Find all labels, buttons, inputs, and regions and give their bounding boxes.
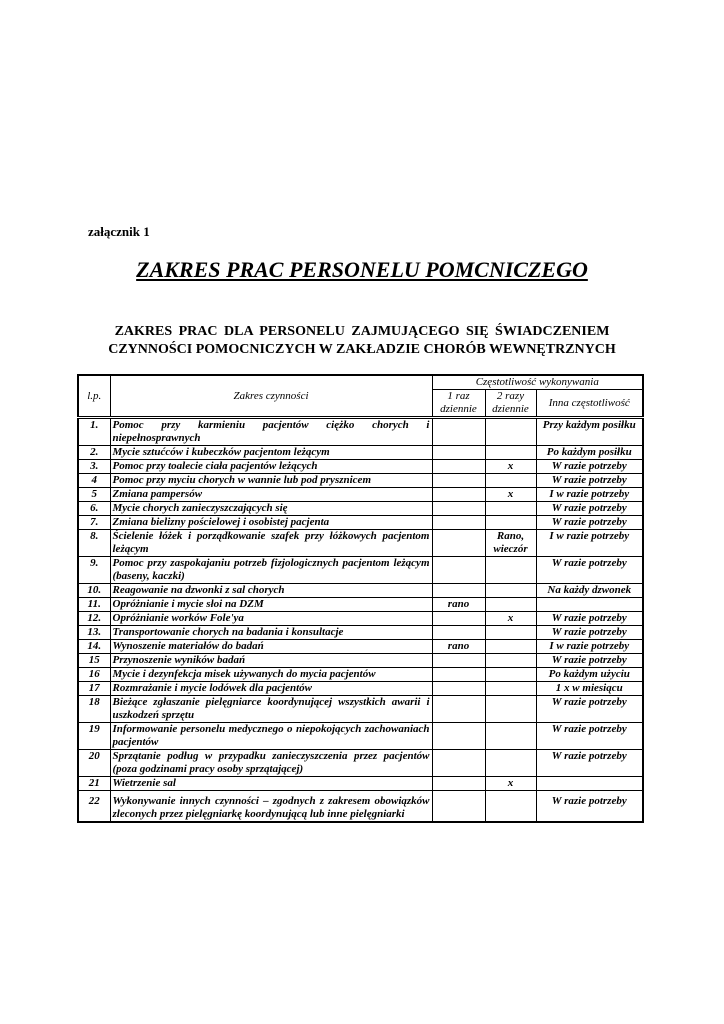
row-description: Informowanie personelu medycznego o niepokojących zachowaniach pacjentów bbox=[110, 723, 432, 750]
row-number: 19 bbox=[78, 723, 110, 750]
row-description: Mycie sztućców i kubeczków pacjentom leżącym bbox=[110, 446, 432, 460]
row-other-frequency: W razie potrzeby bbox=[536, 502, 643, 516]
subtitle-line-1: ZAKRES PRAC DLA PERSONELU ZAJMUJĄCEGO SIĘ ŚWIADCZENIEM bbox=[114, 324, 610, 339]
row-once-daily bbox=[432, 516, 485, 530]
row-number: 5 bbox=[78, 488, 110, 502]
row-once-daily bbox=[432, 488, 485, 502]
row-other-frequency: W razie potrzeby bbox=[536, 557, 643, 584]
row-other-frequency: W razie potrzeby bbox=[536, 696, 643, 723]
row-number: 16 bbox=[78, 668, 110, 682]
row-number: 18 bbox=[78, 696, 110, 723]
row-twice-daily bbox=[485, 696, 536, 723]
row-twice-daily bbox=[485, 626, 536, 640]
row-other-frequency: Na każdy dzwonek bbox=[536, 584, 643, 598]
header-frequency: Częstotliwość wykonywania bbox=[432, 375, 643, 390]
subtitle-line-2: CZYNNOŚCI POMOCNICZYCH W ZAKŁADZIE CHORÓB WEWNĘTRZNYCH bbox=[108, 342, 616, 357]
table-row bbox=[78, 682, 643, 696]
row-description: Sprzątanie podług w przypadku zanieczyszczenia przez pacjentów (poza godzinami pracy osoby sprzątającej) bbox=[110, 750, 432, 777]
row-twice-daily bbox=[485, 502, 536, 516]
row-once-daily bbox=[432, 502, 485, 516]
row-twice-daily: x bbox=[485, 612, 536, 626]
header-other: Inna częstotliwość bbox=[536, 390, 643, 418]
row-number: 14. bbox=[78, 640, 110, 654]
row-description: Ścielenie łóżek i porządkowanie szafek przy łóżkowych pacjentom leżącym bbox=[110, 530, 432, 557]
table-row bbox=[78, 460, 643, 474]
row-once-daily bbox=[432, 446, 485, 460]
header-twice: 2 razy dziennie bbox=[485, 390, 536, 418]
table-row bbox=[78, 446, 643, 460]
row-description: Pomoc przy toalecie ciała pacjentów leżących bbox=[110, 460, 432, 474]
header-once: 1 raz dziennie bbox=[432, 390, 485, 418]
row-other-frequency: Przy każdym posiłku bbox=[536, 418, 643, 446]
header-lp: l.p. bbox=[78, 375, 110, 418]
table-row bbox=[78, 696, 643, 723]
header-scope: Zakres czynności bbox=[110, 375, 432, 418]
row-twice-daily bbox=[485, 723, 536, 750]
row-once-daily bbox=[432, 682, 485, 696]
row-once-daily bbox=[432, 626, 485, 640]
row-number: 8. bbox=[78, 530, 110, 557]
row-twice-daily bbox=[485, 446, 536, 460]
table-row bbox=[78, 584, 643, 598]
table-row bbox=[78, 418, 643, 446]
row-twice-daily bbox=[485, 791, 536, 823]
table-row bbox=[78, 668, 643, 682]
row-number: 7. bbox=[78, 516, 110, 530]
row-other-frequency: W razie potrzeby bbox=[536, 612, 643, 626]
row-number: 22 bbox=[78, 791, 110, 823]
document-title: ZAKRES PRAC PERSONELU POMCNICZEGO bbox=[136, 257, 588, 282]
row-once-daily bbox=[432, 418, 485, 446]
row-twice-daily bbox=[485, 654, 536, 668]
table-row bbox=[78, 626, 643, 640]
table-row bbox=[78, 474, 643, 488]
row-other-frequency: Po każdym użyciu bbox=[536, 668, 643, 682]
row-description: Mycie i dezynfekcja misek używanych do mycia pacjentów bbox=[110, 668, 432, 682]
row-once-daily bbox=[432, 530, 485, 557]
row-twice-daily bbox=[485, 584, 536, 598]
row-description: Zmiana bielizny pościelowej i osobistej pacjenta bbox=[110, 516, 432, 530]
row-description: Przynoszenie wyników badań bbox=[110, 654, 432, 668]
row-twice-daily bbox=[485, 516, 536, 530]
row-other-frequency: W razie potrzeby bbox=[536, 516, 643, 530]
table-row bbox=[78, 640, 643, 654]
row-other-frequency: I w razie potrzeby bbox=[536, 640, 643, 654]
row-once-daily bbox=[432, 557, 485, 584]
row-description: Rozmrażanie i mycie lodówek dla pacjentów bbox=[110, 682, 432, 696]
table-row bbox=[78, 516, 643, 530]
row-number: 4 bbox=[78, 474, 110, 488]
row-number: 12. bbox=[78, 612, 110, 626]
table-row bbox=[78, 598, 643, 612]
row-number: 2. bbox=[78, 446, 110, 460]
table-row bbox=[78, 777, 643, 791]
row-number: 1. bbox=[78, 418, 110, 446]
row-once-daily bbox=[432, 668, 485, 682]
row-once-daily bbox=[432, 654, 485, 668]
row-once-daily bbox=[432, 696, 485, 723]
row-twice-daily: x bbox=[485, 460, 536, 474]
row-description: Zmiana pampersów bbox=[110, 488, 432, 502]
row-twice-daily bbox=[485, 474, 536, 488]
row-number: 3. bbox=[78, 460, 110, 474]
row-number: 10. bbox=[78, 584, 110, 598]
row-description: Transportowanie chorych na badania i konsultacje bbox=[110, 626, 432, 640]
row-once-daily bbox=[432, 612, 485, 626]
row-description: Mycie chorych zanieczyszczających się bbox=[110, 502, 432, 516]
document-subtitle bbox=[0, 323, 724, 359]
row-once-daily bbox=[432, 474, 485, 488]
table-row bbox=[78, 750, 643, 777]
row-description: Wykonywanie innych czynności – zgodnych z zakresem obowiązków zleconych przez pielęgniarkę koordynującą lub inne pielęgniarki bbox=[110, 791, 432, 823]
row-description: Pomoc przy karmieniu pacjentów ciężko chorych i niepełnosprawnych bbox=[110, 418, 432, 446]
row-description: Wynoszenie materiałów do badań bbox=[110, 640, 432, 654]
row-other-frequency: W razie potrzeby bbox=[536, 460, 643, 474]
row-number: 20 bbox=[78, 750, 110, 777]
annex-label: załącznik 1 bbox=[88, 224, 150, 239]
row-twice-daily: Rano, wieczór bbox=[485, 530, 536, 557]
row-description: Wietrzenie sal bbox=[110, 777, 432, 791]
row-once-daily: rano bbox=[432, 598, 485, 612]
row-twice-daily bbox=[485, 668, 536, 682]
row-number: 15 bbox=[78, 654, 110, 668]
table-row bbox=[78, 723, 643, 750]
row-once-daily bbox=[432, 460, 485, 474]
duties-table bbox=[77, 374, 644, 823]
row-description: Pomoc przy myciu chorych w wannie lub pod prysznicem bbox=[110, 474, 432, 488]
table-row bbox=[78, 612, 643, 626]
row-twice-daily bbox=[485, 640, 536, 654]
table-row bbox=[78, 654, 643, 668]
row-other-frequency: I w razie potrzeby bbox=[536, 488, 643, 502]
row-number: 6. bbox=[78, 502, 110, 516]
row-number: 11. bbox=[78, 598, 110, 612]
row-twice-daily bbox=[485, 750, 536, 777]
row-once-daily bbox=[432, 777, 485, 791]
row-twice-daily bbox=[485, 418, 536, 446]
row-other-frequency: I w razie potrzeby bbox=[536, 530, 643, 557]
row-other-frequency: W razie potrzeby bbox=[536, 791, 643, 823]
row-other-frequency: W razie potrzeby bbox=[536, 474, 643, 488]
row-once-daily bbox=[432, 750, 485, 777]
row-number: 17 bbox=[78, 682, 110, 696]
row-description: Pomoc przy zaspokajaniu potrzeb fizjologicznych pacjentom leżącym (baseny, kaczki) bbox=[110, 557, 432, 584]
row-other-frequency: W razie potrzeby bbox=[536, 723, 643, 750]
row-number: 13. bbox=[78, 626, 110, 640]
row-description: Bieżące zgłaszanie pielęgniarce koordynującej wszystkich awarii i uszkodzeń sprzętu bbox=[110, 696, 432, 723]
table-row bbox=[78, 791, 643, 823]
row-description: Opróżnianie i mycie słoi na DZM bbox=[110, 598, 432, 612]
row-other-frequency: 1 x w miesiącu bbox=[536, 682, 643, 696]
row-twice-daily: x bbox=[485, 488, 536, 502]
row-other-frequency: W razie potrzeby bbox=[536, 654, 643, 668]
row-other-frequency: Po każdym posiłku bbox=[536, 446, 643, 460]
row-other-frequency: W razie potrzeby bbox=[536, 626, 643, 640]
table-row bbox=[78, 488, 643, 502]
row-other-frequency: W razie potrzeby bbox=[536, 750, 643, 777]
row-twice-daily: x bbox=[485, 777, 536, 791]
row-number: 9. bbox=[78, 557, 110, 584]
row-other-frequency bbox=[536, 777, 643, 791]
row-other-frequency bbox=[536, 598, 643, 612]
row-once-daily: rano bbox=[432, 640, 485, 654]
row-twice-daily bbox=[485, 598, 536, 612]
table-row bbox=[78, 530, 643, 557]
table-row bbox=[78, 557, 643, 584]
row-once-daily bbox=[432, 723, 485, 750]
row-number: 21 bbox=[78, 777, 110, 791]
table-row bbox=[78, 502, 643, 516]
row-description: Opróżnianie worków Fole'ya bbox=[110, 612, 432, 626]
row-description: Reagowanie na dzwonki z sal chorych bbox=[110, 584, 432, 598]
row-twice-daily bbox=[485, 557, 536, 584]
row-once-daily bbox=[432, 791, 485, 823]
row-once-daily bbox=[432, 584, 485, 598]
row-twice-daily bbox=[485, 682, 536, 696]
